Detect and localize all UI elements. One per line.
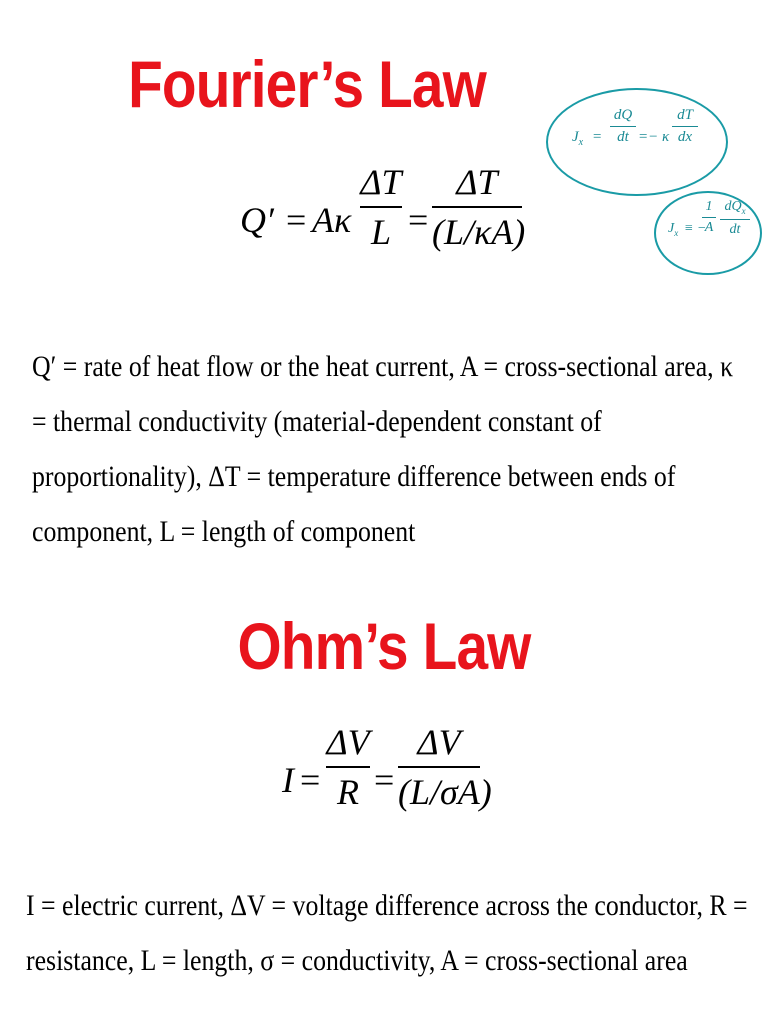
ohm-description-line: I = electric current, ΔV = voltage difference across the conductor, R = [26,889,748,922]
fourier-equation: Q′ = Aκ ΔT L = ΔT (L/κA) [240,162,526,252]
fourier-description-line: proportionality), ΔT = temperature difference between ends of [32,460,676,493]
ohm-description-line: resistance, L = length, σ = conductivity, A = cross-sectional area [26,944,688,977]
fourier-description-line: component, L = length of component [32,515,416,548]
ohm-title: Ohm’s Law [237,609,531,683]
fourier-description [32,339,733,559]
ohm-description [26,878,748,988]
fourier-description-line: Q′ = rate of heat flow or the heat current, A = cross-sectional area, κ [32,350,734,383]
fourier-description-line: = thermal conductivity (material-dependent constant of [32,405,602,438]
side-equation-2: $J_x$ ≡ − 1 A $dQ_x$ dt [668,200,758,260]
ohm-equation: I = ΔV R = ΔV (L/σA) [282,722,492,812]
fourier-title: Fourier’s Law [128,47,486,121]
side-equation-1: $J_x$ = dQ dt =− κ dT dx [572,108,712,168]
